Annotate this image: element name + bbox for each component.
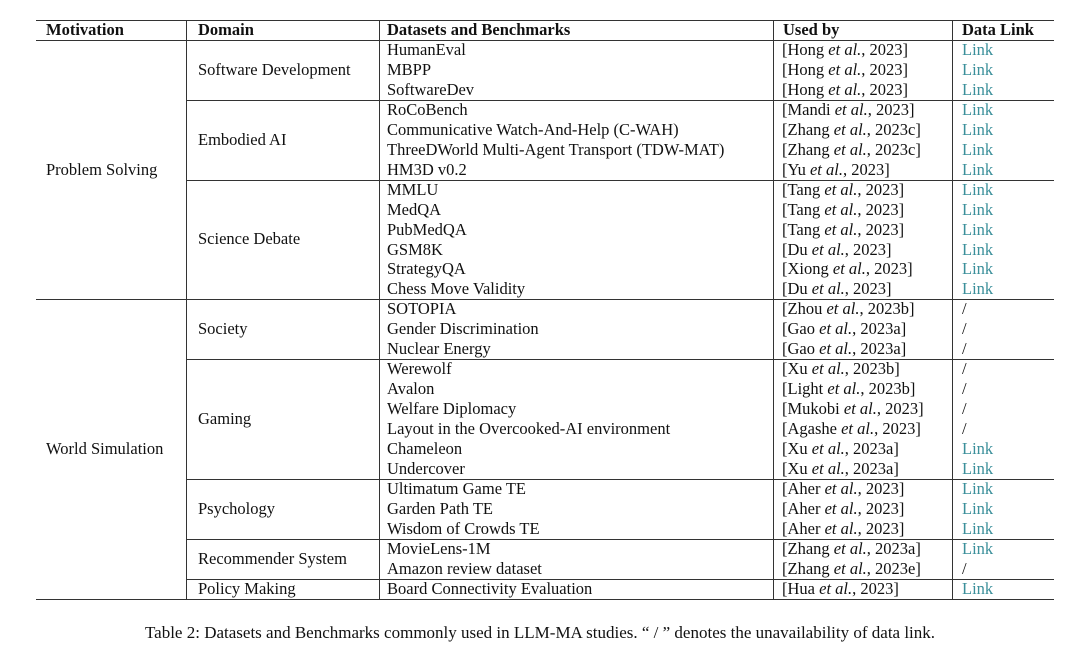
separator: , — [852, 339, 861, 359]
citation-author: Light — [787, 379, 824, 399]
data-link[interactable]: Link — [962, 578, 994, 598]
citation-author: Xu — [787, 458, 808, 478]
separator: , — [844, 458, 854, 478]
top-rule — [36, 20, 1054, 21]
citation-year: 2023a — [875, 538, 916, 558]
citation-et-al: et al. — [819, 339, 853, 359]
bracket: ] — [893, 578, 899, 598]
separator: , — [861, 59, 870, 79]
bracket: [ — [782, 179, 788, 199]
citation-year: 2023a — [860, 319, 901, 339]
domain-label: Psychology — [198, 498, 276, 518]
data-link[interactable]: Link — [962, 219, 994, 239]
dataset-name: Communicative Watch-And-Help (C-WAH) — [387, 119, 679, 139]
data-link[interactable]: Link — [962, 458, 994, 478]
bracket: ] — [915, 139, 921, 159]
separator: , — [867, 99, 876, 119]
citation-et-al: et al. — [827, 379, 861, 399]
citation-author: Tang — [787, 179, 821, 199]
citation-author: Gao — [787, 319, 815, 339]
citation-et-al: et al. — [833, 558, 867, 578]
dataset-name: ThreeDWorld Multi-Agent Transport (TDW-MAT) — [387, 139, 725, 159]
bracket: ] — [886, 239, 892, 259]
separator: , — [844, 359, 854, 379]
dataset-name: HumanEval — [387, 40, 466, 59]
dataset-name: Garden Path TE — [387, 498, 494, 518]
citation — [782, 180, 904, 200]
citation-author: Hong — [787, 40, 825, 59]
dataset-name: StrategyQA — [387, 259, 466, 279]
citation-author: Tang — [787, 199, 821, 219]
dataset-name: Werewolf — [387, 359, 452, 379]
data-link[interactable]: Link — [962, 199, 994, 219]
no-link-slash: / — [962, 339, 967, 359]
dataset-name: MedQA — [387, 199, 442, 219]
citation — [782, 399, 924, 419]
citation-author: Aher — [787, 478, 821, 498]
citation-et-al: et al. — [832, 259, 866, 279]
bracket: ] — [915, 419, 921, 439]
citation — [782, 120, 921, 140]
bracket: ] — [908, 99, 915, 119]
separator: , — [876, 399, 886, 419]
citation-author: Aher — [787, 498, 821, 518]
bracket: ] — [918, 399, 924, 419]
citation — [782, 559, 921, 579]
bracket: ] — [915, 119, 921, 139]
citation-year: 2023a — [860, 339, 901, 359]
data-link[interactable]: Link — [962, 119, 994, 139]
bracket: [ — [782, 339, 788, 359]
bracket: [ — [782, 478, 788, 498]
citation-author: Hong — [787, 79, 825, 99]
domain-rule — [186, 479, 1054, 480]
citation-author: Xu — [787, 359, 808, 379]
citation-year: 2023c — [875, 119, 916, 139]
dataset-name: HM3D v0.2 — [387, 159, 467, 179]
bracket: ] — [909, 379, 916, 399]
citation-et-al: et al. — [809, 159, 843, 179]
citation-author: Hua — [787, 578, 815, 598]
dataset-name: MBPP — [387, 59, 432, 79]
dataset-name: PubMedQA — [387, 219, 467, 239]
citation-year: 2023 — [865, 478, 899, 498]
citation — [782, 519, 904, 539]
citation — [782, 499, 904, 519]
citation-et-al: et al. — [824, 199, 858, 219]
citation-et-al: et al. — [811, 279, 845, 299]
bracket: ] — [915, 558, 921, 578]
citation-et-al: et al. — [834, 99, 868, 119]
citation-author: Zhang — [787, 119, 830, 139]
citation-et-al: et al. — [811, 458, 845, 478]
citation-et-al: et al. — [833, 538, 867, 558]
bracket: [ — [782, 279, 788, 299]
citation-author: Aher — [787, 518, 821, 538]
citation — [782, 220, 904, 240]
separator: , — [874, 419, 883, 439]
bracket: ] — [902, 79, 909, 99]
citation-et-al: et al. — [828, 40, 862, 59]
citation — [782, 140, 921, 160]
dataset-name: Welfare Diplomacy — [387, 399, 517, 419]
table-caption: Table 2: Datasets and Benchmarks commonly used in LLM-MA studies. “ / ” denotes the unavailability of data link. — [144, 623, 936, 642]
dataset-name: RoCoBench — [387, 99, 468, 119]
bracket: [ — [782, 498, 788, 518]
header-used-by: Used by — [783, 20, 840, 39]
domain-rule — [186, 359, 1054, 360]
data-link[interactable]: Link — [962, 99, 994, 119]
citation-et-al: et al. — [828, 79, 862, 99]
motivation-label: World Simulation — [46, 438, 164, 458]
bracket: ] — [900, 339, 907, 359]
citation-author: Hong — [787, 59, 825, 79]
bracket: [ — [782, 99, 788, 119]
citation-year: 2023a — [853, 439, 894, 458]
separator: , — [861, 40, 870, 59]
dataset-name: Board Connectivity Evaluation — [387, 578, 593, 598]
citation-et-al: et al. — [811, 359, 845, 379]
bracket: ] — [893, 439, 899, 458]
citation-year: 2023 — [860, 578, 894, 598]
separator: , — [857, 478, 866, 498]
bracket: [ — [782, 119, 788, 139]
motivation-label: Problem Solving — [46, 159, 158, 179]
citation — [782, 160, 890, 180]
header-domain: Domain — [198, 20, 254, 39]
citation — [782, 439, 899, 459]
no-link-slash: / — [962, 419, 967, 439]
data-link[interactable]: Link — [962, 498, 994, 518]
no-link-slash: / — [962, 379, 967, 399]
bracket: [ — [782, 219, 788, 239]
citation-et-al: et al. — [843, 399, 877, 419]
bracket: ] — [898, 518, 905, 538]
bracket: [ — [782, 299, 788, 319]
citation-year: 2023 — [865, 199, 899, 219]
citation-et-al: et al. — [824, 498, 858, 518]
dataset-name: Avalon — [387, 379, 435, 399]
citation — [782, 379, 915, 399]
citation-author: Gao — [787, 339, 815, 359]
header-datasets: Datasets and Benchmarks — [387, 20, 571, 39]
dataset-name: Chameleon — [387, 439, 463, 458]
dataset-name: Ultimatum Game TE — [387, 478, 527, 498]
dataset-name: SoftwareDev — [387, 79, 475, 99]
bracket: [ — [782, 578, 788, 598]
citation-et-al: et al. — [833, 119, 867, 139]
dataset-name: SOTOPIA — [387, 299, 457, 319]
separator: , — [844, 439, 854, 458]
citation-year: 2023e — [875, 558, 916, 578]
bracket: [ — [782, 359, 788, 379]
separator: , — [857, 498, 866, 518]
bracket: [ — [782, 159, 788, 179]
citation-year: 2023b — [853, 359, 895, 379]
dataset-name: Layout in the Overcooked-AI environment — [387, 419, 671, 439]
bracket: [ — [782, 139, 788, 159]
bracket: [ — [782, 419, 788, 439]
data-link[interactable]: Link — [962, 279, 994, 299]
bracket: ] — [898, 179, 905, 199]
citation-et-al: et al. — [824, 219, 858, 239]
citation-year: 2023c — [875, 139, 916, 159]
column-divider — [186, 20, 187, 599]
citation — [782, 200, 904, 220]
citation-et-al: et al. — [824, 518, 858, 538]
citation-year: 2023 — [853, 279, 887, 299]
data-link[interactable]: Link — [962, 439, 994, 458]
bracket: [ — [782, 40, 788, 59]
data-link[interactable]: Link — [962, 518, 994, 538]
citation-year: 2023 — [865, 518, 899, 538]
bracket: ] — [898, 199, 905, 219]
data-link[interactable]: Link — [962, 40, 994, 59]
citation-author: Xiong — [787, 259, 829, 279]
citation — [782, 279, 892, 299]
bracket: ] — [902, 40, 909, 59]
no-link-slash: / — [962, 558, 967, 578]
bracket: ] — [898, 219, 905, 239]
citation-author: Yu — [787, 159, 806, 179]
bracket: [ — [782, 379, 788, 399]
separator: , — [859, 299, 868, 319]
bracket: ] — [886, 279, 892, 299]
citation-year: 2023b — [867, 299, 909, 319]
bracket: ] — [902, 59, 909, 79]
data-link[interactable]: Link — [962, 538, 994, 558]
bracket: ] — [898, 498, 905, 518]
header-motivation: Motivation — [46, 20, 124, 39]
bracket: [ — [782, 259, 788, 279]
citation — [782, 479, 904, 499]
separator: , — [852, 578, 861, 598]
citation — [782, 339, 906, 359]
column-divider — [952, 20, 953, 599]
citation-year: 2023 — [865, 179, 899, 199]
citation-year: 2023a — [853, 458, 894, 478]
dataset-name: Amazon review dataset — [387, 558, 542, 578]
citation-author: Du — [787, 279, 808, 299]
citation-author: Mukobi — [787, 399, 840, 419]
separator: , — [866, 119, 876, 139]
data-link[interactable]: Link — [962, 179, 994, 199]
no-link-slash: / — [962, 359, 967, 379]
citation — [782, 319, 906, 339]
citation-et-al: et al. — [828, 59, 862, 79]
no-link-slash: / — [962, 319, 967, 339]
citation — [782, 40, 908, 60]
citation — [782, 299, 914, 319]
citation-year: 2023 — [885, 399, 919, 419]
citation-year: 2023 — [869, 79, 903, 99]
separator: , — [857, 199, 866, 219]
domain-label: Science Debate — [198, 229, 301, 249]
citation-et-al: et al. — [819, 578, 853, 598]
citation — [782, 359, 900, 379]
bracket: [ — [782, 239, 788, 259]
separator: , — [852, 319, 861, 339]
citation-et-al: et al. — [833, 139, 867, 159]
citation-author: Zhang — [787, 558, 830, 578]
citation-author: Mandi — [787, 99, 831, 119]
column-divider — [773, 20, 774, 599]
data-link[interactable]: Link — [962, 159, 994, 179]
citation-et-al: et al. — [811, 239, 845, 259]
citation-author: Xu — [787, 439, 808, 458]
dataset-name: Nuclear Energy — [387, 339, 491, 359]
separator: , — [860, 379, 869, 399]
citation-et-al: et al. — [841, 419, 875, 439]
citation — [782, 80, 908, 100]
bracket: [ — [782, 439, 788, 458]
citation — [782, 100, 914, 120]
dataset-name: Wisdom of Crowds TE — [387, 518, 540, 538]
citation-year: 2023 — [874, 259, 908, 279]
dataset-name: MovieLens-1M — [387, 538, 491, 558]
citation — [782, 240, 892, 260]
domain-label: Society — [198, 319, 248, 339]
dataset-name: Gender Discrimination — [387, 319, 539, 339]
bracket: [ — [782, 558, 788, 578]
separator: , — [844, 279, 854, 299]
citation-et-al: et al. — [824, 179, 858, 199]
citation-author: Zhou — [787, 299, 823, 319]
citation-et-al: et al. — [826, 299, 860, 319]
bracket: ] — [907, 259, 913, 279]
citation-et-al: et al. — [819, 319, 853, 339]
data-link[interactable]: Link — [962, 79, 994, 99]
domain-rule — [186, 180, 1054, 181]
bottom-rule — [36, 599, 1054, 600]
separator: , — [857, 518, 866, 538]
bracket: [ — [782, 79, 788, 99]
column-divider — [379, 20, 380, 599]
domain-label: Gaming — [198, 409, 252, 429]
citation-year: 2023 — [865, 219, 899, 239]
no-link-slash: / — [962, 299, 967, 319]
bracket: ] — [884, 159, 890, 179]
data-link[interactable]: Link — [962, 59, 994, 79]
data-link[interactable]: Link — [962, 139, 994, 159]
domain-label: Recommender System — [198, 548, 347, 568]
separator: , — [861, 79, 870, 99]
citation — [782, 539, 921, 559]
citation — [782, 259, 913, 279]
dataset-name: GSM8K — [387, 239, 443, 259]
bracket: ] — [893, 458, 899, 478]
domain-label: Software Development — [198, 59, 351, 79]
domain-rule — [186, 100, 1054, 101]
bracket: [ — [782, 399, 788, 419]
citation-year: 2023 — [875, 99, 909, 119]
data-link[interactable]: Link — [962, 259, 994, 279]
citation-author: Zhang — [787, 139, 830, 159]
bracket: ] — [908, 299, 915, 319]
citation-et-al: et al. — [824, 478, 858, 498]
separator: , — [844, 239, 854, 259]
no-link-slash: / — [962, 399, 967, 419]
citation-author: Du — [787, 239, 808, 259]
citation-year: 2023 — [865, 498, 899, 518]
separator: , — [857, 219, 866, 239]
bracket: [ — [782, 59, 788, 79]
data-link[interactable]: Link — [962, 478, 994, 498]
citation-author: Zhang — [787, 538, 830, 558]
separator: , — [866, 139, 876, 159]
citation-author: Tang — [787, 219, 821, 239]
citation-et-al: et al. — [811, 439, 845, 458]
bracket: ] — [900, 319, 907, 339]
separator: , — [865, 259, 875, 279]
domain-label: Policy Making — [198, 578, 296, 598]
dataset-name: MMLU — [387, 179, 439, 199]
citation — [782, 60, 908, 80]
bracket: [ — [782, 199, 788, 219]
dataset-name: Undercover — [387, 458, 465, 478]
header-data-link: Data Link — [962, 20, 1034, 39]
bracket: ] — [915, 538, 921, 558]
separator: , — [866, 558, 876, 578]
citation-year: 2023 — [853, 239, 887, 259]
citation-year: 2023 — [882, 419, 916, 439]
bracket: [ — [782, 518, 788, 538]
bracket: [ — [782, 319, 788, 339]
domain-rule — [186, 579, 1054, 580]
separator: , — [857, 179, 866, 199]
bracket: ] — [894, 359, 900, 379]
citation-year: 2023 — [869, 59, 903, 79]
bracket: ] — [898, 478, 905, 498]
citation — [782, 579, 899, 599]
domain-label: Embodied AI — [198, 129, 287, 149]
bracket: [ — [782, 538, 788, 558]
citation-year: 2023 — [869, 40, 903, 59]
separator: , — [866, 538, 876, 558]
citation — [782, 419, 921, 439]
separator: , — [842, 159, 852, 179]
bracket: [ — [782, 458, 788, 478]
citation-year: 2023b — [868, 379, 910, 399]
citation-year: 2023 — [851, 159, 885, 179]
citation — [782, 459, 899, 479]
dataset-name: Chess Move Validity — [387, 279, 526, 299]
citation-author: Agashe — [787, 419, 837, 439]
data-link[interactable]: Link — [962, 239, 994, 259]
